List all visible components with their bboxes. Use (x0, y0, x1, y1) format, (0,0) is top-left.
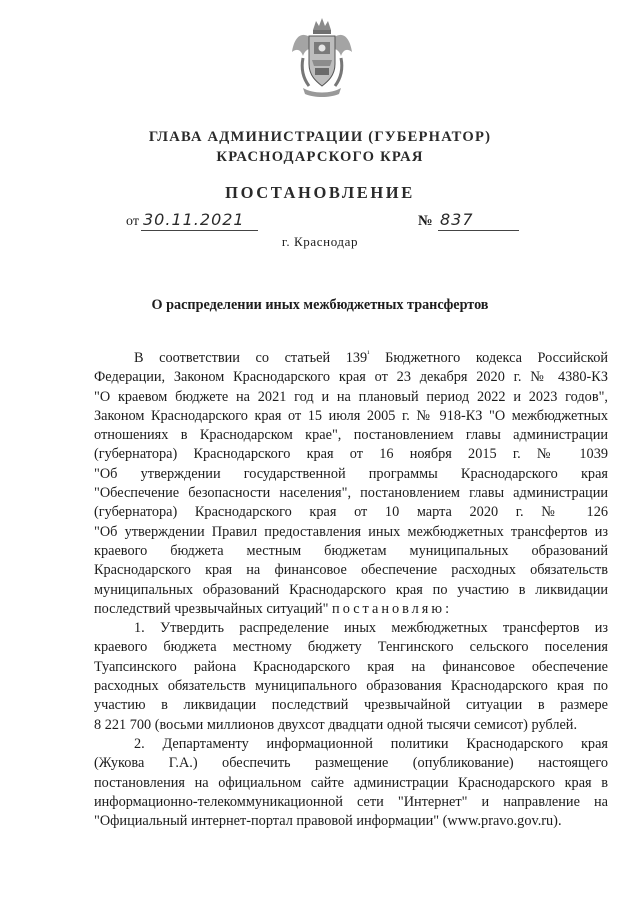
body-line: краевого бюджета местным бюджетам муниципальных образований (94, 542, 608, 559)
body-line: 8 221 700 (восьми миллионов двухсот двадцати одной тысячи семисот) рублей. (94, 716, 578, 733)
document-body (94, 349, 608, 831)
body-line: участию в ликвидации последствий чрезвычайной ситуации в размере (94, 697, 608, 714)
body-line: Туапсинского района Краснодарского края на финансовое обеспечение (94, 658, 608, 675)
city-label: г. Краснодар (281, 234, 359, 249)
coat-of-arms-icon (291, 16, 353, 98)
body-line: муниципальных образований Краснодарского края по участию в ликвидации (94, 581, 608, 598)
body-line: Законом Краснодарского края от 15 июля 2005 г. № 918-КЗ "О межбюджетных (94, 407, 608, 424)
body-line: Федерации, Законом Краснодарского края от 23 декабря 2020 г. № 4380-КЗ (94, 369, 608, 386)
body-line: 2. Департаменту информационной политики Краснодарского края (134, 735, 608, 752)
body-line: "Обеспечение безопасности населения", постановлением главы администрации (94, 485, 608, 502)
body-line: "Об утверждении государственной программы Краснодарского края (94, 465, 608, 482)
date-label: от (126, 214, 139, 229)
body-line: "О краевом бюджете на 2021 год и на плановый период 2022 и 2023 годов", (94, 388, 608, 405)
body-line: (губернатора) Краснодарского края от 16 ноября 2015 г. № 1039 (94, 446, 608, 463)
body-line: В соответствии со статьей $139^{^1}$ Бюджетного кодекса Российской (134, 349, 608, 366)
body-line: информационно-телекоммуникационной сети "Интернет" и направление на (94, 793, 608, 810)
org-name-line1: ГЛАВА АДМИНИСТРАЦИИ (ГУБЕРНАТОР) (148, 129, 492, 145)
date-field: 30.11.2021 (141, 210, 258, 231)
body-line: (Жукова Г.А.) обеспечить размещение (опубликование) настоящего (94, 755, 608, 772)
document-type: ПОСТАНОВЛЕНИЕ (225, 183, 415, 202)
body-line: отношениях в Краснодарском крае", постановлением главы администрации (94, 427, 608, 444)
number-field: 837 (438, 210, 519, 231)
body-line: Краснодарского края на финансовое обеспечение расходных обязательств (94, 562, 608, 579)
body-line: (губернатора) Краснодарского края от 10 марта 2020 г. № 126 (94, 504, 608, 521)
resolution-word: постановляю: (332, 600, 453, 617)
body-line: последствий чрезвычайных ситуаций" постановляю: (94, 600, 453, 617)
body-line: "Официальный интернет-портал правовой информации" (www.pravo.gov.ru). (94, 813, 562, 830)
org-name-line2: КРАСНОДАРСКОГО КРАЯ (216, 149, 424, 165)
number-label: № (418, 213, 433, 229)
body-line: краевого бюджета местному бюджету Тенгинского сельского поселения (94, 639, 608, 656)
body-line: "Об утверждении Правил предоставления иных межбюджетных трансфертов из (94, 523, 608, 540)
body-line: постановления на официальном сайте администрации Краснодарского края в (94, 774, 608, 791)
body-line: расходных обязательств муниципального образования Краснодарского края по (94, 678, 608, 695)
document-title: О распределении иных межбюджетных трансфертов (151, 297, 489, 313)
body-line: 1. Утвердить распределение иных межбюджетных трансфертов из (134, 620, 608, 637)
